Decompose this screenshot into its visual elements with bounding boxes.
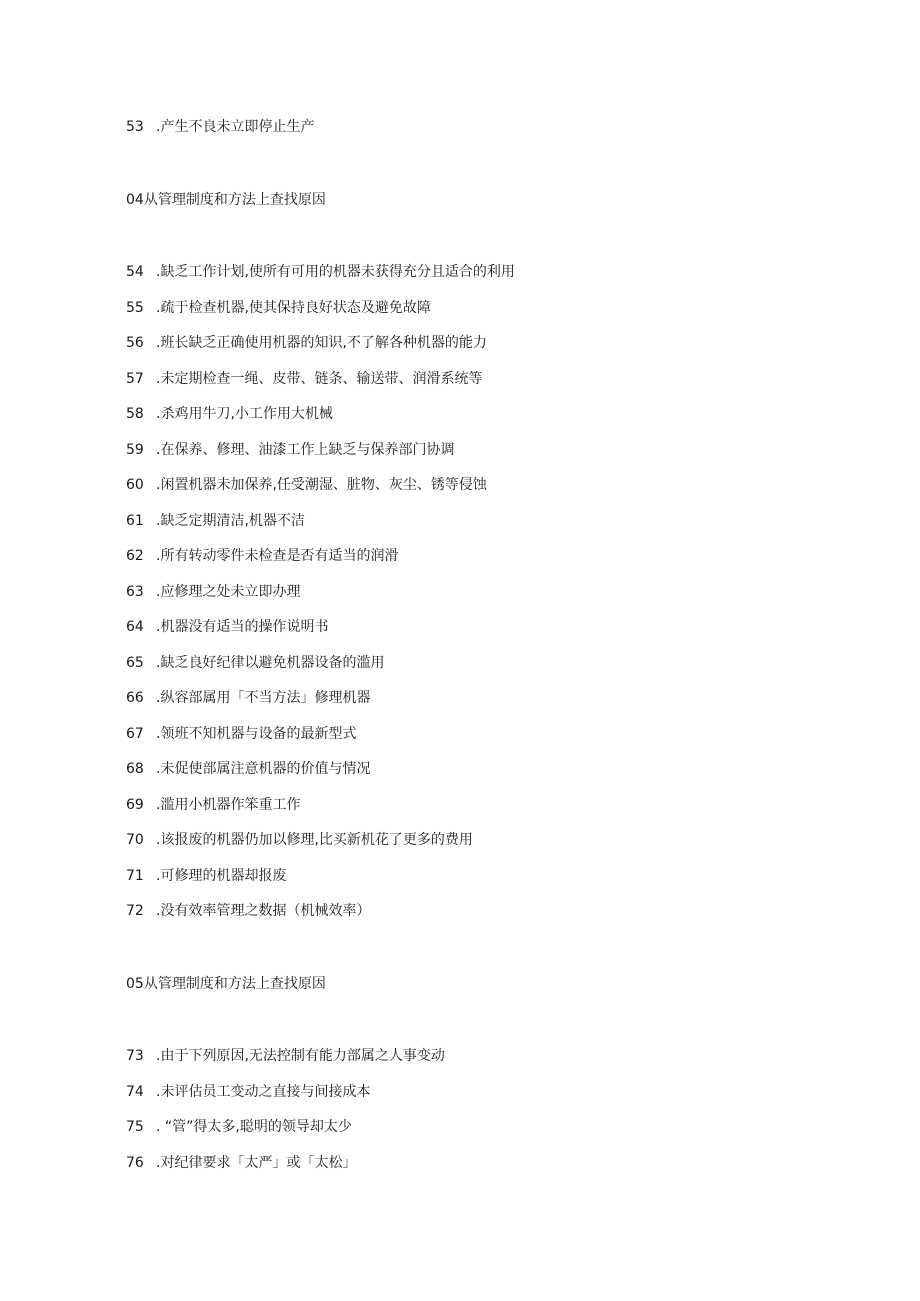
list-item: [126, 362, 826, 398]
item-text: .产生不良未立即停止生产: [156, 119, 315, 135]
item-text: .缺乏定期清洁,机器不洁: [156, 512, 305, 529]
section-05-list: [126, 1039, 826, 1181]
item-text: . “管”得太多,聪明的领导却太少: [156, 1119, 352, 1135]
list-item: [126, 255, 826, 291]
list-item: [126, 681, 826, 717]
item-text: .滥用小机器作笨重工作: [156, 796, 301, 813]
item-number: 70: [126, 832, 144, 848]
item-number: 76: [126, 1154, 144, 1171]
item-number: 64: [126, 619, 144, 635]
list-item: [126, 291, 826, 327]
item-number: 56: [126, 335, 144, 351]
item-number: 67: [126, 725, 144, 742]
list-item: [126, 717, 826, 753]
item-text: .领班不知机器与设备的最新型式: [156, 725, 357, 742]
list-item: [126, 1075, 826, 1111]
item-text: .没有效率管理之数据（机械效率）: [156, 903, 371, 919]
list-item: [126, 823, 826, 859]
section-04-list: [126, 255, 826, 930]
item-text: .缺乏工作计划,使所有可用的机器未获得充分且适合的利用: [156, 264, 515, 280]
item-number: 73: [126, 1048, 144, 1064]
item-number: 58: [126, 406, 144, 422]
section-heading-05: 05从管理制度和方法上查找原因: [126, 976, 326, 992]
item-text: .应修理之处未立即办理: [156, 583, 301, 600]
item-text: .纵容部属用「不当方法」修理机器: [156, 690, 371, 706]
item-number: 65: [126, 654, 144, 671]
list-item: [126, 575, 826, 611]
list-item: [126, 326, 826, 362]
item-number: 68: [126, 761, 144, 777]
list-item: [126, 397, 826, 433]
item-text: .由于下列原因,无法控制有能力部属之人事变动: [156, 1048, 445, 1064]
list-item: [126, 752, 826, 788]
item-number: 69: [126, 796, 144, 813]
list-item: [126, 1110, 826, 1146]
item-number: 53: [126, 119, 144, 135]
item-text: .该报废的机器仍加以修理,比买新机花了更多的费用: [156, 832, 473, 848]
list-item: [126, 610, 826, 646]
item-53: [126, 110, 826, 146]
item-number: 61: [126, 512, 144, 529]
item-number: 62: [126, 548, 144, 564]
item-text: .可修理的机器却报废: [156, 867, 287, 884]
item-number: 59: [126, 441, 144, 458]
item-number: 55: [126, 299, 144, 316]
item-text: .未定期检查一绳、皮带、链条、输送带、润滑系统等: [156, 370, 483, 387]
item-text: .在保养、修理、油漆工作上缺乏与保养部门协调: [156, 441, 455, 458]
item-text: .对纪律要求「太严」或「太松」: [156, 1154, 357, 1171]
item-number: 74: [126, 1083, 144, 1100]
list-item: [126, 788, 826, 824]
item-number: 54: [126, 264, 144, 280]
item-text: .未评估员工变动之直接与间接成本: [156, 1083, 371, 1100]
list-item: [126, 859, 826, 895]
item-text: .疏于检查机器,使其保持良好状态及避免故障: [156, 299, 431, 316]
item-number: 72: [126, 903, 144, 919]
section-heading-04: 04从管理制度和方法上查找原因: [126, 192, 326, 208]
item-number: 75: [126, 1119, 144, 1135]
item-number: 60: [126, 477, 144, 493]
list-item: [126, 894, 826, 930]
list-item: [126, 433, 826, 469]
item-text: .杀鸡用牛刀,小工作用大机械: [156, 406, 333, 422]
list-item: [126, 468, 826, 504]
item-text: .未促使部属注意机器的价值与情况: [156, 761, 371, 777]
list-item: [126, 646, 826, 682]
list-item: [126, 539, 826, 575]
item-number: 71: [126, 867, 144, 884]
item-number: 57: [126, 370, 144, 387]
item-text: .班长缺乏正确使用机器的知识,不了解各种机器的能力: [156, 335, 487, 351]
item-text: .所有转动零件未检查是否有适当的润滑: [156, 548, 399, 564]
item-text: .机器没有适当的操作说明书: [156, 619, 329, 635]
item-text: .闲置机器未加保养,任受潮湿、脏物、灰尘、锈等侵蚀: [156, 477, 487, 493]
item-number: 66: [126, 690, 144, 706]
list-item: [126, 1039, 826, 1075]
list-item: [126, 110, 826, 146]
list-item: [126, 504, 826, 540]
item-text: .缺乏良好纪律以避免机器设备的滥用: [156, 654, 385, 671]
item-number: 63: [126, 583, 144, 600]
list-item: [126, 1146, 826, 1182]
